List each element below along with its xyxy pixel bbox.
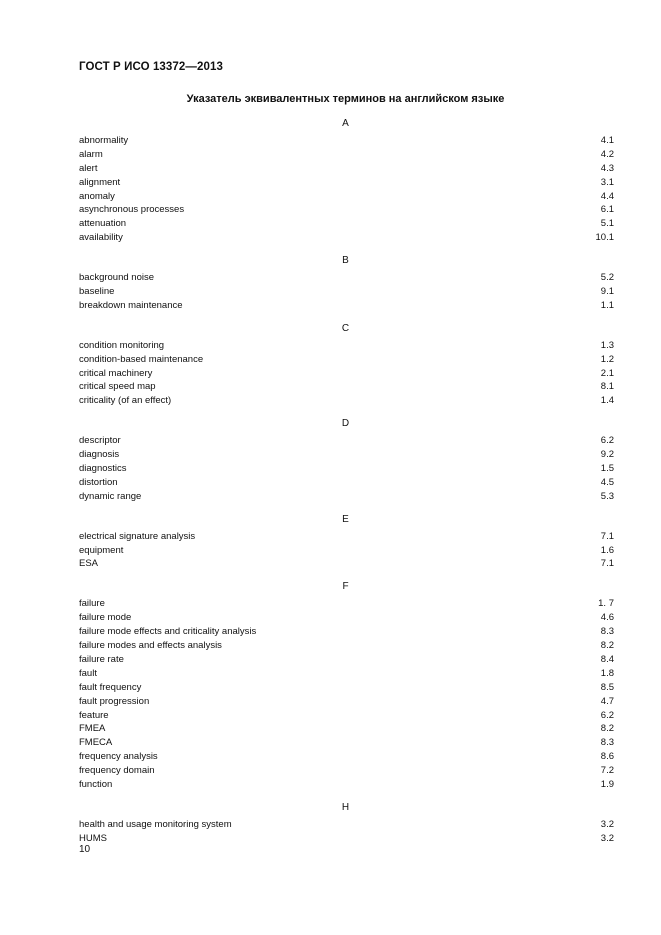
index-entry [79, 818, 614, 832]
standard-designation: ГОСТ Р ИСО 13372—2013 [79, 61, 224, 73]
index-entry [79, 176, 614, 190]
index-term-ref: 4.6 [600, 612, 614, 624]
index-term: condition-based maintenance [79, 353, 204, 365]
index-term: electrical signature analysis [79, 530, 196, 542]
index-entry [79, 434, 614, 448]
index-term-ref: 1. 7 [598, 598, 614, 610]
index-term-ref: 3.2 [600, 832, 614, 844]
index-term-ref: 8.4 [600, 653, 614, 665]
index-entry [79, 134, 614, 148]
index-term: anomaly [79, 190, 115, 202]
index-term-ref: 7.1 [600, 558, 614, 570]
index-term-ref: 1.2 [600, 353, 614, 365]
index-term-ref: 10.1 [595, 232, 614, 244]
index-term: fault frequency [79, 681, 142, 693]
index-entry [79, 203, 614, 217]
index-term: alignment [79, 176, 121, 188]
index-term: failure mode [79, 612, 132, 624]
index-entry [79, 625, 614, 639]
index-entry [79, 217, 614, 231]
index-term-ref: 2.1 [600, 367, 614, 379]
index-term: alarm [79, 148, 103, 160]
index-term: diagnosis [79, 449, 120, 461]
index-entry [79, 380, 614, 394]
index-term: baseline [79, 286, 115, 298]
index-term-ref: 3.1 [600, 176, 614, 188]
index-term-ref: 4.5 [600, 476, 614, 488]
index-entry [79, 190, 614, 204]
index-term-ref: 9.1 [600, 286, 614, 298]
index-entry [79, 639, 614, 653]
section-letter-text: A [342, 118, 349, 129]
index-entry [79, 162, 614, 176]
index-term: frequency analysis [79, 751, 158, 763]
section-letter-text: F [342, 581, 349, 593]
index-term-ref: 8.6 [600, 751, 614, 763]
section-entries [79, 597, 614, 791]
index-entry [79, 695, 614, 709]
section-letter-text: B [342, 255, 349, 267]
index-term: failure modes and effects analysis [79, 640, 222, 652]
page-number: 10 [79, 844, 91, 855]
index-entry [79, 722, 614, 736]
index-term: HUMS [79, 832, 107, 844]
index-term: distortion [79, 476, 118, 488]
section-letter [79, 801, 614, 815]
index-entry [79, 476, 614, 490]
index-term-ref: 6.2 [600, 709, 614, 721]
index-entry [79, 448, 614, 462]
section-entries [79, 530, 614, 572]
index-entry [79, 611, 614, 625]
index-term-ref: 6.1 [600, 204, 614, 216]
index-term: frequency domain [79, 765, 155, 777]
section-entries [79, 271, 614, 313]
section-entries [79, 134, 614, 245]
index-term: fault [79, 667, 97, 679]
index-term: critical speed map [79, 381, 156, 393]
index-entry [79, 299, 614, 313]
index-term: FMECA [79, 737, 113, 749]
section-letter-text: C [341, 322, 350, 334]
index-entry [79, 530, 614, 544]
index-term-ref: 1.6 [600, 544, 614, 556]
index-term: alert [79, 162, 98, 174]
index-term: failure rate [79, 653, 124, 665]
index-term: criticality (of an effect) [79, 395, 172, 407]
index-term-ref: 7.1 [600, 530, 614, 542]
section-letter-text: E [342, 513, 349, 525]
term-index [79, 117, 614, 855]
index-entry [79, 544, 614, 558]
index-entry [79, 764, 614, 778]
index-term: attenuation [79, 218, 127, 230]
section-letter-text: D [341, 418, 350, 430]
section-entries [79, 339, 614, 408]
index-term-ref: 5.3 [600, 490, 614, 502]
index-term: ESA [79, 558, 99, 570]
index-entry [79, 353, 614, 367]
index-term-ref: 4.2 [600, 148, 614, 160]
index-term-ref: 7.2 [600, 765, 614, 777]
index-term: failure mode effects and criticality analysis [79, 626, 257, 638]
index-term-ref: 8.3 [600, 626, 614, 638]
index-entry [79, 557, 614, 571]
index-term: asynchronous processes [79, 204, 185, 216]
index-entry [79, 653, 614, 667]
index-term: dynamic range [79, 490, 142, 502]
index-term-ref: 4.3 [600, 162, 614, 174]
index-term: health and usage monitoring system [79, 818, 232, 830]
section-letter [79, 417, 614, 431]
index-entry [79, 271, 614, 285]
index-entry [79, 339, 614, 353]
index-term-ref: 8.1 [600, 381, 614, 393]
section-letter [79, 513, 614, 527]
index-entry [79, 736, 614, 750]
index-entry [79, 778, 614, 792]
index-term: diagnostics [79, 463, 127, 475]
index-term-ref: 4.4 [600, 190, 614, 202]
index-term: condition monitoring [79, 339, 165, 351]
index-term: failure [79, 598, 105, 610]
index-term-ref: 3.2 [600, 818, 614, 830]
section-entries [79, 818, 614, 846]
index-term-ref: 1.3 [600, 339, 614, 351]
index-term-ref: 8.5 [600, 681, 614, 693]
index-term: FMEA [79, 723, 106, 735]
section-letter [79, 580, 614, 594]
index-term-ref: 1.1 [600, 299, 614, 311]
index-term: function [79, 778, 113, 790]
index-term-ref: 9.2 [600, 449, 614, 461]
index-term: availability [79, 232, 123, 244]
index-entry [79, 148, 614, 162]
index-term: background noise [79, 272, 154, 284]
index-entry [79, 709, 614, 723]
index-entry [79, 285, 614, 299]
section-letter-text: H [341, 801, 350, 813]
index-term-ref: 4.1 [600, 135, 614, 146]
index-term: breakdown maintenance [79, 299, 183, 311]
index-entry [79, 367, 614, 381]
index-term-ref: 1.4 [600, 395, 614, 407]
index-entry [79, 231, 614, 245]
index-entry [79, 681, 614, 695]
index-term-ref: 1.5 [600, 463, 614, 475]
index-term-ref: 1.9 [600, 778, 614, 790]
index-term: critical machinery [79, 367, 153, 379]
index-term: feature [79, 709, 109, 721]
index-term-ref: 8.2 [600, 640, 614, 652]
index-entry [79, 750, 614, 764]
section-letter [79, 117, 614, 131]
section-entries [79, 434, 614, 503]
index-entry [79, 832, 614, 846]
index-entry [79, 394, 614, 408]
index-term: fault progression [79, 695, 150, 707]
index-entry [79, 490, 614, 504]
index-entry [79, 597, 614, 611]
index-term-ref: 5.2 [600, 272, 614, 284]
index-term-ref: 6.2 [600, 435, 614, 447]
section-letter [79, 322, 614, 336]
index-term: abnormality [79, 135, 129, 146]
index-term: equipment [79, 544, 124, 556]
index-term-ref: 1.8 [600, 667, 614, 679]
index-term-ref: 8.2 [600, 723, 614, 735]
index-term: descriptor [79, 435, 121, 447]
index-term-ref: 4.7 [600, 695, 614, 707]
index-term-ref: 5.1 [600, 218, 614, 230]
index-title: Указатель эквивалентных терминов на английском языке [186, 93, 505, 105]
index-term-ref: 8.3 [600, 737, 614, 749]
index-entry [79, 462, 614, 476]
section-letter [79, 254, 614, 268]
index-entry [79, 667, 614, 681]
